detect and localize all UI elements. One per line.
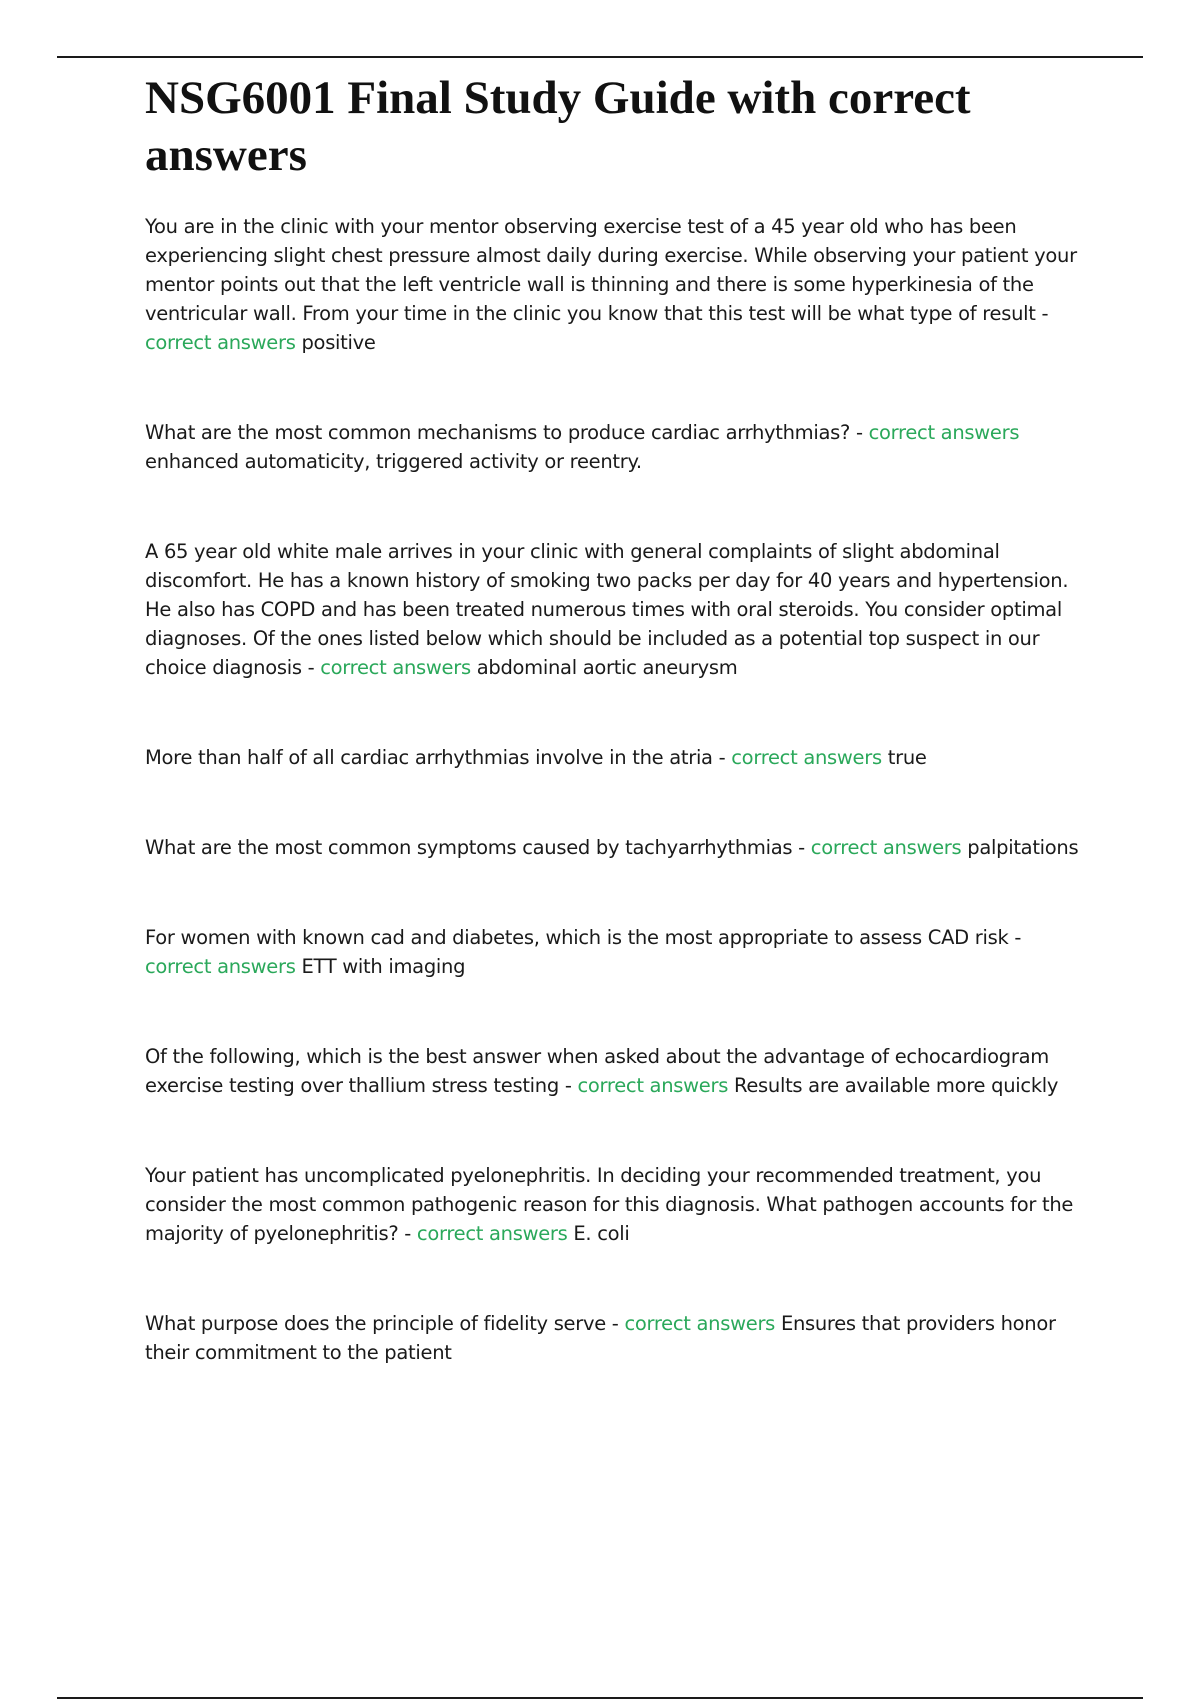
qa-item — [145, 1042, 1090, 1100]
separator: - — [1008, 926, 1022, 949]
answer-text: enhanced automaticity, triggered activity or reentry. — [145, 450, 642, 473]
qa-item — [145, 833, 1090, 862]
answer-text: true — [887, 746, 927, 769]
answer-label: correct answers — [416, 1222, 568, 1245]
answer-text: Results are available more quickly — [733, 1074, 1059, 1097]
separator: - — [792, 836, 811, 859]
question-text: Your patient has uncomplicated pyelonephritis. In deciding your recommended treatment, you consider the most common pathogenic reason for this diagnosis. What pathogen accounts for the majority of pyelonephritis? — [145, 1164, 1074, 1245]
qa-item — [145, 212, 1090, 357]
answer-label: correct answers — [320, 656, 471, 679]
answer-label: correct answers — [868, 421, 1020, 444]
answer-text: palpitations — [967, 836, 1079, 859]
question-text: What purpose does the principle of fidelity serve — [145, 1312, 606, 1335]
qa-item — [145, 1309, 1090, 1367]
question-text: A 65 year old white male arrives in your clinic with general complaints of slight abdominal discomfort. He has a known history of smoking two packs per day for 40 years and hypertension. He also has COPD and has been treated numerous times with oral steroids. You consider optimal diagnoses. Of the ones listed below which should be included as a potential top suspect in our choice diagnosis — [145, 540, 1069, 679]
question-text: Of the following, which is the best answer when asked about the advantage of echocardiogram exercise testing over thallium stress testing — [145, 1045, 1049, 1097]
bottom-rule — [57, 1697, 1143, 1699]
answer-label: correct answers — [624, 1312, 776, 1335]
answer-label: correct answers — [145, 955, 296, 978]
answer-label: correct answers — [731, 746, 882, 769]
answer-text: abdominal aortic aneurysm — [476, 656, 738, 679]
separator: - — [712, 746, 732, 769]
separator: - — [558, 1074, 578, 1097]
question-text: What are the most common mechanisms to produce cardiac arrhythmias? — [145, 421, 851, 444]
answer-label: correct answers — [810, 836, 962, 859]
answer-label: correct answers — [577, 1074, 729, 1097]
separator: - — [301, 656, 321, 679]
answer-label: correct answers — [145, 331, 296, 354]
qa-item — [145, 418, 1090, 476]
question-text: You are in the clinic with your mentor observing exercise test of a 45 year old who has been experiencing slight chest pressure almost daily during exercise. While observing your patient your mentor points out that the left ventricle wall is thinning and there is some hyperkinesia of the ventricular wall. From your time in the clinic you know that this test will be what type of result — [145, 215, 1077, 325]
question-text: For women with known cad and diabetes, which is the most appropriate to assess CAD risk — [145, 926, 1009, 949]
document-page — [145, 70, 1090, 1428]
question-text: More than half of all cardiac arrhythmias involve in the atria — [145, 746, 713, 769]
question-text: What are the most common symptoms caused by tachyarrhythmias — [145, 836, 793, 859]
answer-text: ETT with imaging — [301, 955, 466, 978]
qa-item — [145, 1161, 1090, 1248]
answer-text: E. coli — [573, 1222, 630, 1245]
answer-text: Ensures that providers honor their commitment to the patient — [145, 1312, 1056, 1364]
separator: - — [605, 1312, 625, 1335]
document-title: NSG6001 Final Study Guide with correct answers — [145, 72, 971, 181]
separator: - — [1035, 302, 1049, 325]
qa-item — [145, 537, 1090, 682]
top-rule — [57, 56, 1143, 58]
answer-text: positive — [301, 331, 376, 354]
separator: - — [850, 421, 869, 444]
separator: - — [398, 1222, 417, 1245]
qa-list — [145, 212, 1090, 1367]
qa-item — [145, 923, 1090, 981]
qa-item — [145, 743, 1090, 772]
